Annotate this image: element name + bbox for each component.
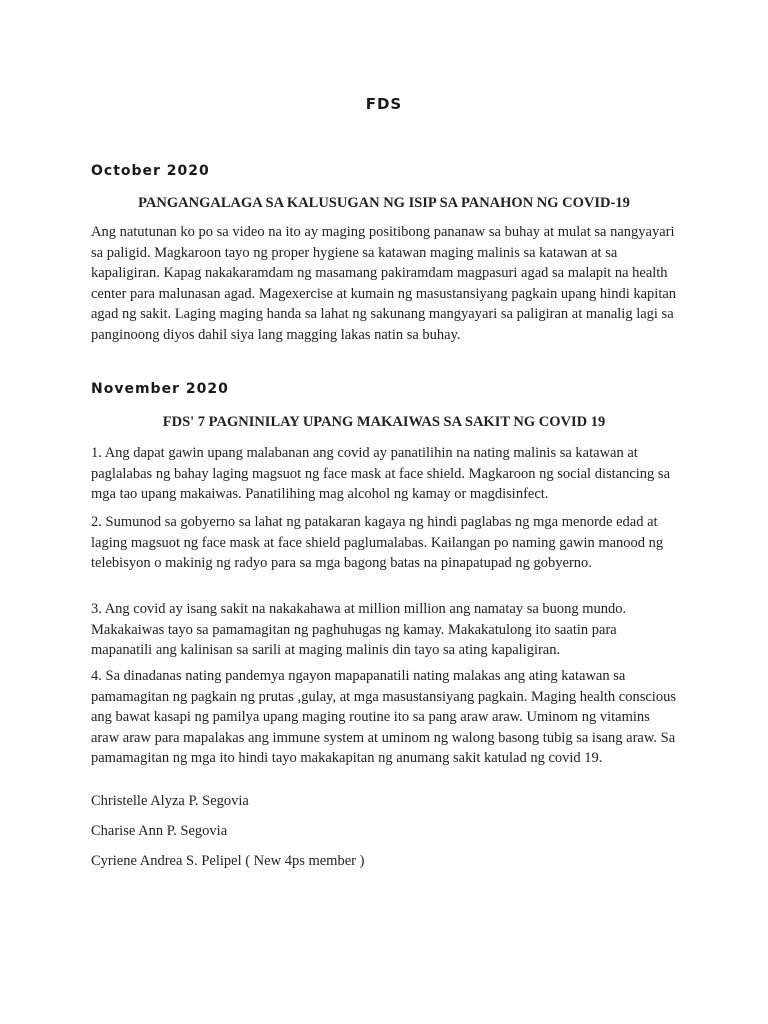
paragraph-november-4: 4. Sa dinadanas nating pandemya ngayon mapapanatili nating malakas ang ating katawan sa pamamagitan ng pagkain ng prutas ,gulay, at mga masustansiyang pagkain. Maging health conscious ang bawat kasapi ng pamilya upang maging routine ito sa pang araw araw. Uminom ng vitamins araw araw para mapalakas ang immune system at uminom ng walong basong tubig sa isang araw. Sa pamamagitan ng mga ito hindi tayo makakapitan ng anumang sakit katulad ng covid 19. bbox=[91, 668, 676, 766]
paragraph-november-2: 2. Sumunod sa gobyerno sa lahat ng patakaran kagaya ng hindi paglabas ng mga menorde edad at laging magsuot ng face mask at face shield paglumalabas. Kailangan po naming gawin manood ng telebisyon o makinig ng radyo para sa mga bagong batas na pinapatupad ng gobyerno. bbox=[91, 514, 664, 571]
paragraph-november-1: 1. Ang dapat gawin upang malabanan ang covid ay panatilihin na nating malinis sa katawan at paglalabas ng bahay laging magsuot ng face mask at face shield. Magkaroon ng social distancing sa mga tao upang makaiwas. Panatilihing mag alcohol ng kamay or magdisinfect. bbox=[91, 445, 671, 502]
document-title: FDS bbox=[365, 95, 403, 113]
signatory-3: Cyriene Andrea S. Pelipel ( New 4ps member ) bbox=[91, 853, 365, 869]
section-date-november: November 2020 bbox=[91, 381, 229, 397]
signatory-2: Charise Ann P. Segovia bbox=[91, 823, 228, 839]
signatory-1: Christelle Alyza P. Segovia bbox=[91, 793, 249, 809]
paragraph-october-1: Ang natutunan ko po sa video na ito ay maging positibong pananaw sa buhay at mulat sa nangyayari sa paligid. Magkaroon tayo ng proper hygiene sa katawan maging malinis sa katawan at sa kapaligiran. Kapag nakakaramdam ng masamang pakiramdam magpasuri agad sa malapit na health center para malunasan agad. Magexercise at kumain ng masustansiyang pagkain upang hindi kapitan agad ng sakit. Laging maging handa sa lahat ng sakunang mangyayari sa paligiran at manalig lagi sa panginoong diyos dahil siya lang magging lakas natin sa buhay. bbox=[91, 224, 677, 343]
section-heading-october: PANGANGALAGA SA KALUSUGAN NG ISIP SA PANAHON NG COVID-19 bbox=[138, 195, 630, 211]
section-date-october: October 2020 bbox=[91, 163, 210, 179]
section-heading-november: FDS' 7 PAGNINILAY UPANG MAKAIWAS SA SAKIT NG COVID 19 bbox=[162, 414, 606, 430]
paragraph-november-3: 3. Ang covid ay isang sakit na nakakahawa at million million ang namatay sa buong mundo. Makakaiwas tayo sa pamamagitan ng paghuhugas ng kamay. Makakatulong ito saatin para mapanatili ang kalinisan sa sarili at maging malinis din tayo sa ating kapaligiran. bbox=[91, 601, 627, 658]
